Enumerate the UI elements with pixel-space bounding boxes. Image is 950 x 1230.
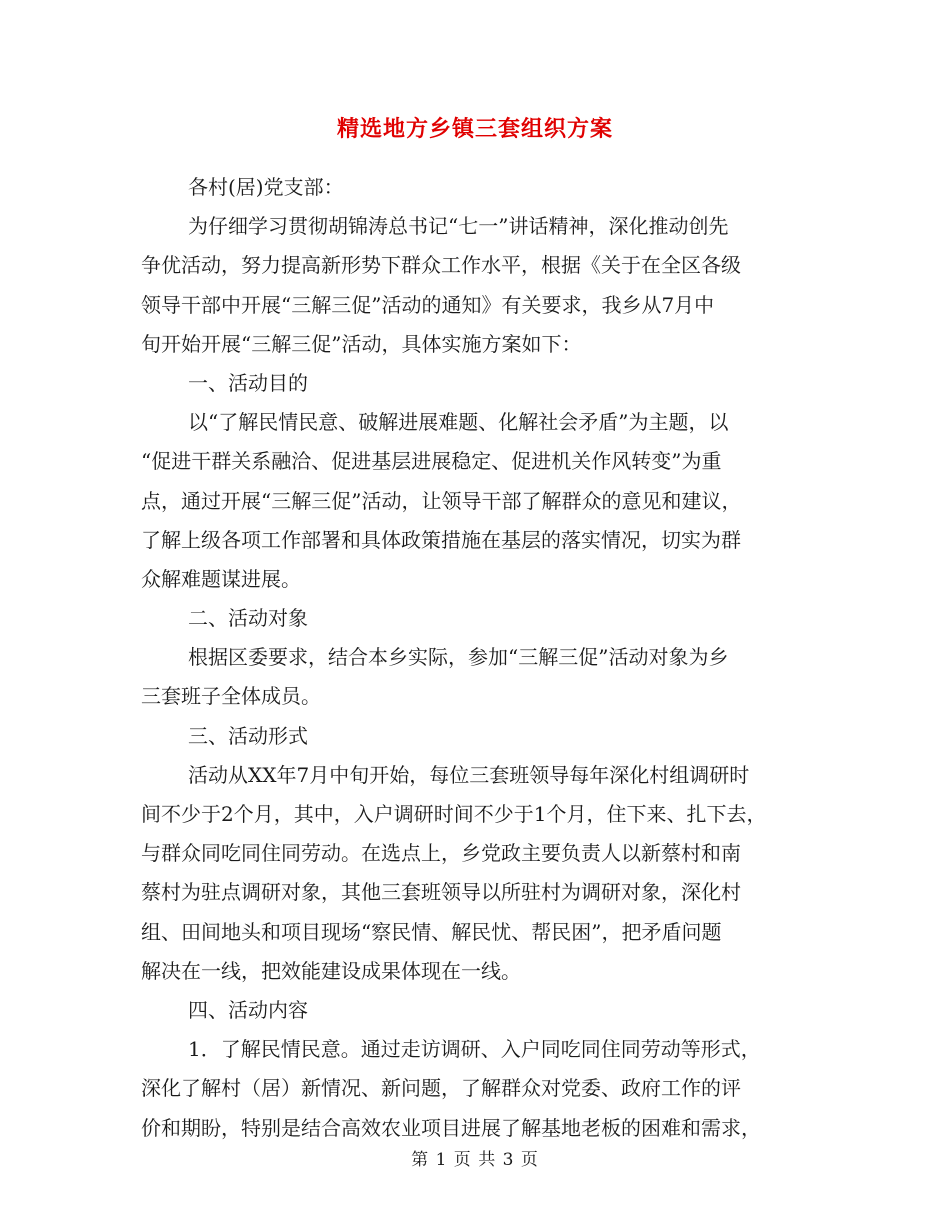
text-line: 了解上级各项工作部署和具体政策措施在基层的落实情况，切实为群 — [141, 527, 741, 552]
text-line: 各村(居)党支部： — [188, 175, 344, 199]
text-line: 三、活动形式 — [188, 723, 308, 748]
document-title: 精选地方乡镇三套组织方案 — [336, 116, 613, 142]
text-line: 一、活动目的 — [188, 370, 308, 395]
text-line: 领导干部中开展“三解三促”活动的通知》有关要求，我乡从7月中 — [141, 292, 715, 317]
text-line: 四、活动内容 — [188, 997, 308, 1022]
text-line: 以“了解民情民意、破解进展难题、化解社会矛盾”为主题，以 — [188, 410, 729, 435]
text-line: 1．了解民情民意。通过走访调研、入户同吃同住同劳动等形式， — [188, 1037, 761, 1062]
text-line: 蔡村为驻点调研对象，其他三套班领导以所驻村为调研对象，深化村 — [141, 880, 741, 905]
text-line: 旬开始开展“三解三促”活动，具体实施方案如下： — [141, 331, 582, 356]
page-footer: 第 1 页 共 3 页 — [411, 1150, 539, 1170]
text-line: 争优活动，努力提高新形势下群众工作水平，根据《关于在全区各级 — [141, 253, 741, 278]
text-line: 解决在一线，把效能建设成果体现在一线。 — [141, 958, 521, 983]
text-line: 众解难题谋进展。 — [141, 566, 301, 591]
text-line: 三套班子全体成员。 — [141, 684, 321, 709]
text-line: 深化了解村（居）新情况、新问题，了解群众对党委、政府工作的评 — [141, 1076, 741, 1101]
text-line: 价和期盼，特别是结合高效农业项目进展了解基地老板的困难和需求， — [141, 1115, 761, 1140]
text-line: 间不少于2个月，其中，入户调研时间不少于1个月，住下来、扎下去， — [141, 802, 767, 826]
text-line: 活动从XX年7月中旬开始，每位三套班领导每年深化村组调研时 — [188, 762, 750, 787]
text-line: “促进干群关系融洽、促进基层进展稳定、促进机关作风转变”为重 — [141, 449, 722, 474]
text-line: 点，通过开展“三解三促”活动，让领导干部了解群众的意见和建议， — [141, 488, 742, 513]
text-line: 与群众同吃同住同劳动。在选点上，乡党政主要负责人以新蔡村和南 — [141, 841, 741, 866]
text-line: 组、田间地头和项目现场“察民情、解民忧、帮民困”，把矛盾问题 — [141, 919, 722, 944]
text-line: 为仔细学习贯彻胡锦涛总书记“七一”讲话精神，深化推动创先 — [188, 214, 729, 239]
document-body — [141, 168, 811, 1148]
text-line: 根据区委要求，结合本乡实际，参加“三解三促”活动对象为乡 — [188, 645, 729, 670]
text-line: 二、活动对象 — [188, 606, 308, 631]
